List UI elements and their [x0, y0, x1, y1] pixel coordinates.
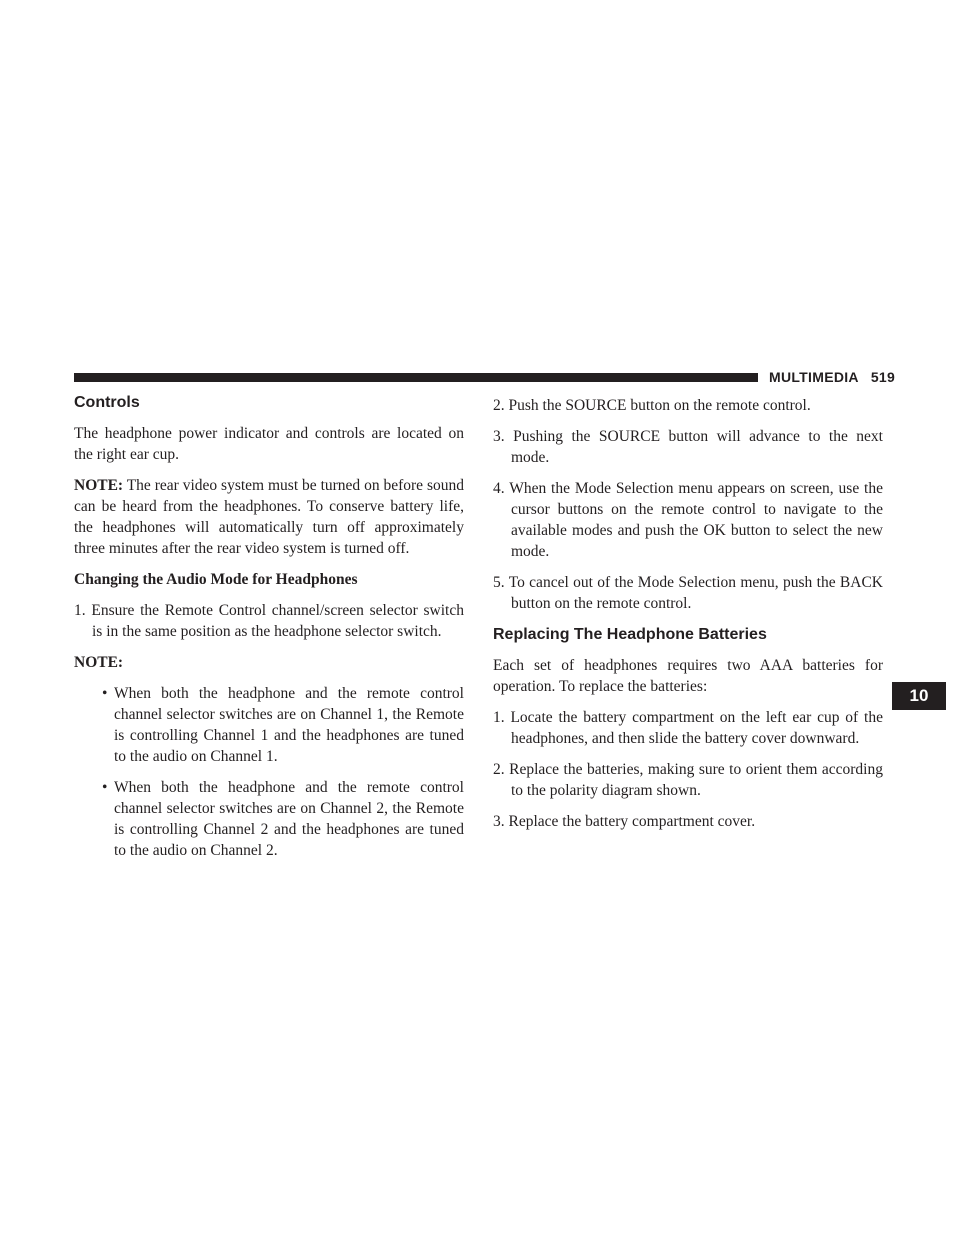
- bullet-icon: •: [102, 779, 108, 796]
- bullet-icon: •: [102, 685, 108, 702]
- note-label: NOTE:: [74, 654, 124, 671]
- step-item: 3. Replace the battery compartment cover.: [493, 813, 756, 830]
- step-item: 2. Replace the batteries, making sure to orient them according to the polarity diagram shown.: [493, 761, 883, 799]
- battery-steps: [493, 707, 883, 832]
- bullet-item: [102, 683, 464, 767]
- controls-heading: Controls: [74, 394, 140, 411]
- chapter-tab: 10: [892, 682, 946, 710]
- note-text: The rear video system must be turned on before sound can be heard from the headphones. To conserve battery life, the headphones will automatically turn off approximately three minutes after the rear video system is turned off.: [74, 477, 464, 557]
- header-rule: [74, 373, 758, 382]
- bullet-item: [102, 777, 464, 861]
- audio-mode-steps-continued: [493, 395, 883, 614]
- bullet-text: When both the headphone and the remote control channel selector switches are on Channel 2, the Remote is controlling Channel 2 and the headphones are tuned to the audio on Channel 2.: [114, 779, 464, 859]
- left-column: [74, 392, 464, 871]
- right-column: [493, 392, 883, 842]
- step-item: 2. Push the SOURCE button on the remote control.: [493, 397, 811, 414]
- audio-mode-steps: [74, 600, 464, 642]
- running-header: [769, 368, 895, 386]
- page-number: 519: [870, 369, 896, 385]
- batteries-intro: Each set of headphones requires two AAA batteries for operation. To replace the batteries:: [493, 657, 883, 695]
- step-item: 1. Locate the battery compartment on the left ear cup of the headphones, and then slide the battery cover downward.: [493, 709, 883, 747]
- step-item: 5. To cancel out of the Mode Selection menu, push the BACK button on the remote control.: [493, 574, 883, 612]
- controls-intro: The headphone power indicator and controls are located on the right ear cup.: [74, 425, 464, 463]
- step-item: 3. Pushing the SOURCE button will advance to the next mode.: [493, 428, 883, 466]
- controls-note: [74, 475, 464, 559]
- bullet-text: When both the headphone and the remote control channel selector switches are on Channel 1, the Remote is controlling Channel 1 and the headphones are tuned to the audio on Channel 1.: [114, 685, 464, 765]
- batteries-heading: Replacing The Headphone Batteries: [493, 626, 767, 643]
- section-title: MULTIMEDIA: [769, 369, 859, 385]
- audio-mode-subheading: Changing the Audio Mode for Headphones: [74, 571, 358, 588]
- note-label: NOTE:: [74, 477, 124, 494]
- step-item: 1. Ensure the Remote Control channel/screen selector switch is in the same position as the headphone selector switch.: [74, 602, 464, 640]
- step-item: 4. When the Mode Selection menu appears on screen, use the cursor buttons on the remote control to navigate to the available modes and push the OK button to select the new mode.: [493, 480, 883, 560]
- channel-notes-list: [102, 683, 464, 861]
